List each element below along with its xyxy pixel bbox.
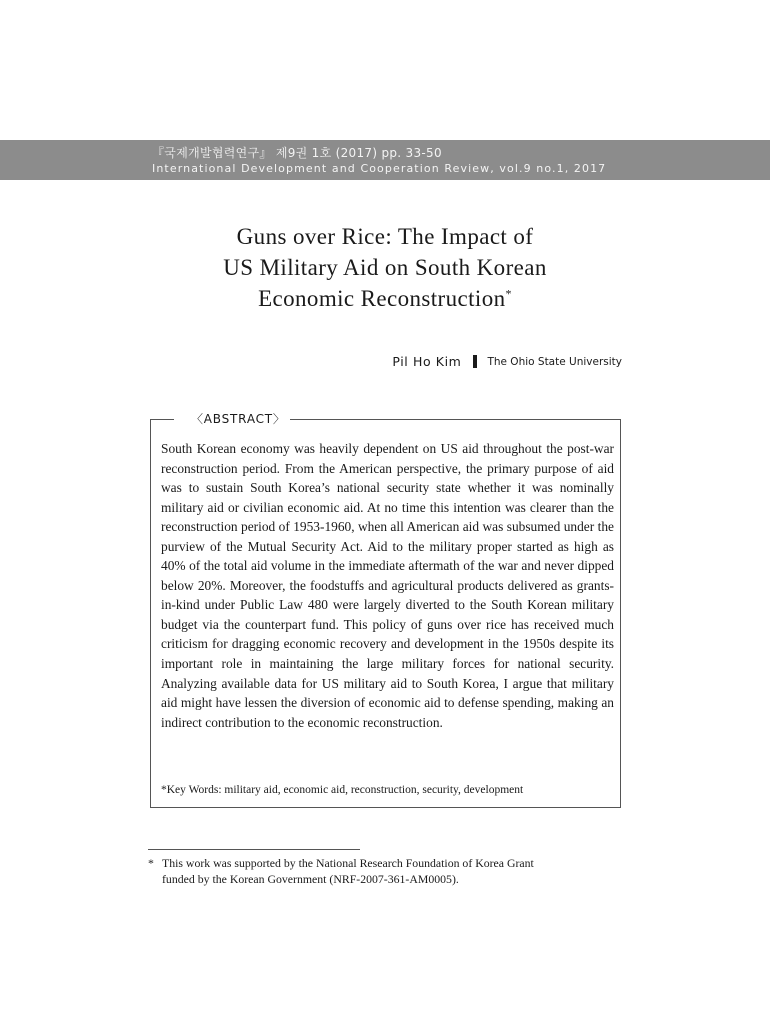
journal-citation-korean: 『국제개발협력연구』 제9권 1호 (2017) pp. 33-50 [152, 146, 442, 160]
paper-title [150, 221, 620, 314]
abstract-border-top-right [285, 419, 621, 420]
abstract-box [150, 412, 621, 808]
title-line-2: US Military Aid on South Korean [223, 255, 547, 280]
abstract-heading: 〈ABSTRACT〉 [187, 410, 290, 427]
footnote-line-1: This work was supported by the National Research Foundation of Korea Grant [162, 856, 534, 870]
journal-header-band [0, 140, 770, 180]
byline [392, 354, 622, 369]
footnote-rule [148, 849, 360, 850]
title-line-1: Guns over Rice: The Impact of [236, 224, 534, 249]
abstract-border-top-left [150, 419, 174, 420]
footnote [148, 855, 622, 887]
byline-separator [473, 355, 477, 368]
journal-citation-english: International Development and Cooperation Review, vol.9 no.1, 2017 [152, 162, 607, 175]
author-affiliation: The Ohio State University [487, 355, 622, 368]
title-footnote-mark: * [505, 286, 512, 301]
abstract-keywords: *Key Words: military aid, economic aid, reconstruction, security, development [161, 784, 524, 796]
title-line-3 [150, 283, 620, 314]
author-name: Pil Ho Kim [392, 354, 462, 369]
footnote-line-2: funded by the Korean Government (NRF-2007-361-AM0005). [162, 872, 459, 886]
title-line-3-text: Economic Reconstruction [258, 286, 506, 311]
abstract-text: South Korean economy was heavily dependent on US aid throughout the post-war reconstruction period. From the American perspective, the primary purpose of aid was to sustain South Korea’s national security state whether it was nominally military aid or civilian economic aid. At no time this intention was clearer than the reconstruction period of 1953-1960, when all American aid was subsumed under the purview of the Mutual Security Act. Aid to the military proper started as high as 40% of the total aid volume in the immediate aftermath of the war and never dipped below 20%. Moreover, the foodstuffs and agricultural products delivered as grants-in-kind under Public Law 480 were largely diverted to the South Korean military budget via the counterpart fund. This policy of guns over rice has received much criticism for dragging economic recovery and development in the 1950s despite its important role in maintaining the large military forces for national security. Analyzing available data for US military aid to South Korea, I argue that military aid might have lessen the diversion of economic aid to defense spending, making an indirect contribution to the economic reconstruction. [161, 441, 614, 730]
footnote-mark: * [148, 856, 154, 870]
